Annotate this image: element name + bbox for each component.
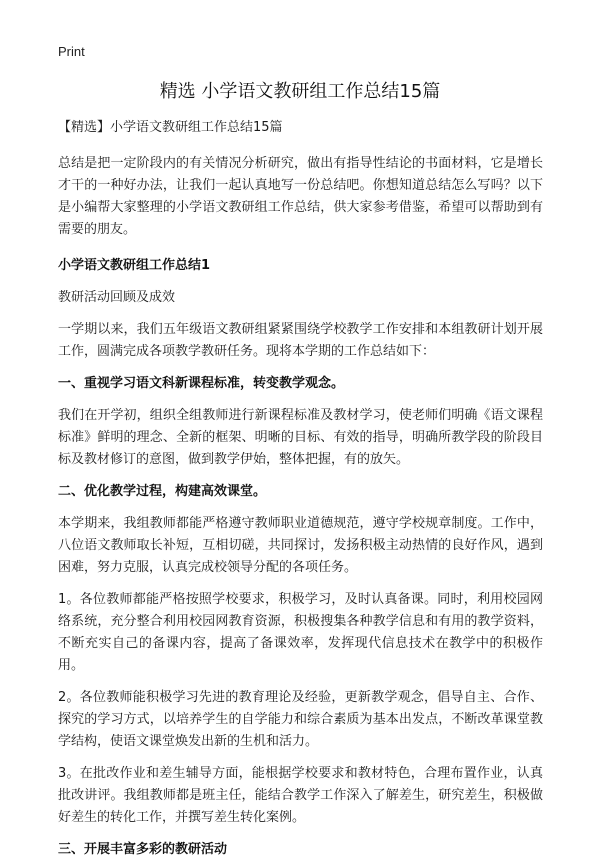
heading-one-paragraph: 我们在开学初，组织全组教师进行新课程标准及教材学习，使老师们明确《语文课程标准》鲜明的理念、全新的框架、明晰的目标、有效的指导，明确所教学段的阶段目标及教材修订的意图，做到教学伊始，整体把握，有的放矢。: [58, 408, 543, 467]
overview-paragraph: 一学期以来，我们五年级语文教研组紧紧围绕学校教学工作安排和本组教研计划开展工作，圆满完成各项教学教研任务。现将本学期的工作总结如下：: [58, 322, 543, 359]
list-item-two: 2。各位教师能积极学习先进的教育理论及经验，更新教学观念，倡导自主、合作、探究的学习方式，以培养学生的自学能力和综合素质为基本出发点，不断改革课堂教学结构，使语文课堂焕发出新的生机和活力。: [58, 690, 543, 749]
heading-two-paragraph: 本学期来，我组教师都能严格遵守教师职业道德规范，遵守学校规章制度。工作中，八位语文教师取长补短，互相切磋，共同探讨，发扬积极主动热情的良好作风，遇到困难，努力克服，认真完成校领导分配的各项任务。: [58, 516, 543, 575]
page-title: 精选 小学语文教研组工作总结15篇: [159, 81, 441, 102]
document-subtitle: 【精选】小学语文教研组工作总结15篇: [58, 120, 283, 135]
section-subtitle: 教研活动回顾及成效: [58, 290, 176, 305]
section-title: 小学语文教研组工作总结1: [58, 258, 211, 273]
print-link[interactable]: Print: [58, 44, 85, 59]
document-body: [58, 117, 543, 861]
heading-two: 二、优化教学过程，构建高效课堂。: [58, 484, 267, 499]
list-item-one: 1。各位教师都能严格按照学校要求，积极学习，及时认真备课。同时，利用校园网络系统，充分整合利用校园网教育资源，积极搜集各种教学信息和有用的教学资料，不断充实自己的备课内容，提高了备课效率，发挥现代信息技术在教学中的积极作用。: [58, 592, 543, 673]
intro-paragraph: 总结是把一定阶段内的有关情况分析研究，做出有指导性结论的书面材料，它是增长才干的一种好办法，让我们一起认真地写一份总结吧。你想知道总结怎么写吗？以下是小编帮大家整理的小学语文教研组工作总结，供大家参考借鉴，希望可以帮助到有需要的朋友。: [58, 156, 543, 237]
list-item-three: 3。在批改作业和差生辅导方面，能根据学校要求和教材特色，合理布置作业，认真批改讲评。我组教师都是班主任，能结合教学工作深入了解差生，研究差生，积极做好差生的转化工作，并撰写差生转化案例。: [58, 766, 543, 825]
heading-one: 一、重视学习语文科新课程标准，转变教学观念。: [58, 376, 345, 391]
heading-three: 三、开展丰富多彩的教研活动: [58, 842, 228, 857]
